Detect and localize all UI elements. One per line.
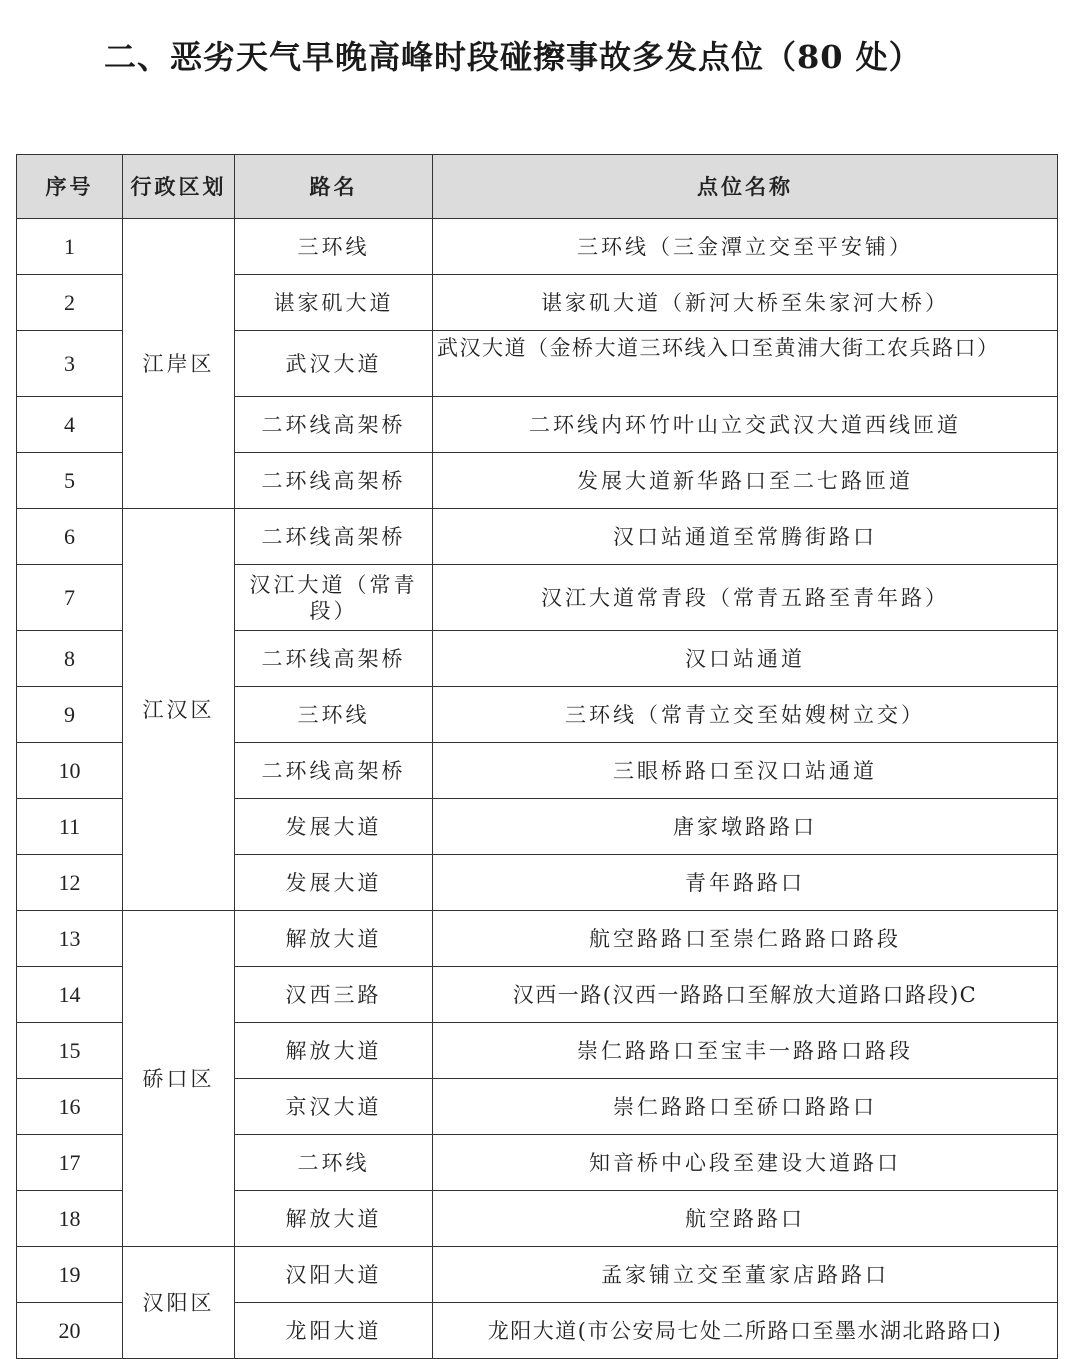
district-cell: 汉阳区 bbox=[123, 1247, 235, 1359]
seq-cell: 3 bbox=[17, 331, 123, 397]
seq-cell: 7 bbox=[17, 565, 123, 631]
road-cell: 汉西三路 bbox=[235, 967, 433, 1023]
location-cell: 汉江大道常青段（常青五路至青年路） bbox=[433, 565, 1058, 631]
location-cell: 青年路路口 bbox=[433, 855, 1058, 911]
location-cell: 三环线（常青立交至姑嫂树立交） bbox=[433, 687, 1058, 743]
seq-cell: 11 bbox=[17, 799, 123, 855]
seq-cell: 2 bbox=[17, 275, 123, 331]
accident-locations-table bbox=[16, 154, 1058, 1359]
road-cell: 京汉大道 bbox=[235, 1079, 433, 1135]
seq-cell: 10 bbox=[17, 743, 123, 799]
table-header-row bbox=[17, 155, 1058, 219]
seq-cell: 1 bbox=[17, 219, 123, 275]
header-location: 点位名称 bbox=[433, 155, 1058, 219]
location-cell: 航空路路口 bbox=[433, 1191, 1058, 1247]
location-cell: 三环线（三金潭立交至平安铺） bbox=[433, 219, 1058, 275]
road-cell: 汉江大道（常青段） bbox=[235, 565, 433, 631]
table-row bbox=[17, 911, 1058, 967]
seq-cell: 14 bbox=[17, 967, 123, 1023]
location-cell: 发展大道新华路口至二七路匝道 bbox=[433, 453, 1058, 509]
district-cell: 江汉区 bbox=[123, 509, 235, 911]
road-cell: 武汉大道 bbox=[235, 331, 433, 397]
table-row bbox=[17, 219, 1058, 275]
district-cell: 硚口区 bbox=[123, 911, 235, 1247]
location-cell: 三眼桥路口至汉口站通道 bbox=[433, 743, 1058, 799]
location-cell: 谌家矶大道（新河大桥至朱家河大桥） bbox=[433, 275, 1058, 331]
road-cell: 汉阳大道 bbox=[235, 1247, 433, 1303]
seq-cell: 19 bbox=[17, 1247, 123, 1303]
header-seq: 序号 bbox=[17, 155, 123, 219]
header-district: 行政区划 bbox=[123, 155, 235, 219]
location-cell: 孟家铺立交至董家店路路口 bbox=[433, 1247, 1058, 1303]
seq-cell: 15 bbox=[17, 1023, 123, 1079]
location-cell: 崇仁路路口至宝丰一路路口路段 bbox=[433, 1023, 1058, 1079]
seq-cell: 6 bbox=[17, 509, 123, 565]
road-cell: 三环线 bbox=[235, 219, 433, 275]
document-title: 二、恶劣天气早晚高峰时段碰擦事故多发点位（80 处） bbox=[104, 38, 922, 76]
road-cell: 二环线高架桥 bbox=[235, 743, 433, 799]
seq-cell: 18 bbox=[17, 1191, 123, 1247]
location-cell: 崇仁路路口至硚口路路口 bbox=[433, 1079, 1058, 1135]
location-cell: 汉西一路(汉西一路路口至解放大道路口路段)C bbox=[433, 967, 1058, 1023]
seq-cell: 13 bbox=[17, 911, 123, 967]
table-row bbox=[17, 1247, 1058, 1303]
road-cell: 解放大道 bbox=[235, 1023, 433, 1079]
road-cell: 解放大道 bbox=[235, 1191, 433, 1247]
seq-cell: 9 bbox=[17, 687, 123, 743]
location-cell: 二环线内环竹叶山立交武汉大道西线匝道 bbox=[433, 397, 1058, 453]
location-cell: 汉口站通道至常腾街路口 bbox=[433, 509, 1058, 565]
location-cell: 武汉大道（金桥大道三环线入口至黄浦大街工农兵路口） bbox=[433, 331, 1058, 397]
seq-cell: 16 bbox=[17, 1079, 123, 1135]
location-cell: 汉口站通道 bbox=[433, 631, 1058, 687]
district-cell: 江岸区 bbox=[123, 219, 235, 509]
seq-cell: 17 bbox=[17, 1135, 123, 1191]
seq-cell: 8 bbox=[17, 631, 123, 687]
road-cell: 二环线高架桥 bbox=[235, 397, 433, 453]
seq-cell: 5 bbox=[17, 453, 123, 509]
road-cell: 发展大道 bbox=[235, 799, 433, 855]
header-road: 路名 bbox=[235, 155, 433, 219]
road-cell: 二环线高架桥 bbox=[235, 453, 433, 509]
seq-cell: 4 bbox=[17, 397, 123, 453]
road-cell: 三环线 bbox=[235, 687, 433, 743]
road-cell: 谌家矶大道 bbox=[235, 275, 433, 331]
road-cell: 二环线 bbox=[235, 1135, 433, 1191]
location-cell: 唐家墩路路口 bbox=[433, 799, 1058, 855]
road-cell: 发展大道 bbox=[235, 855, 433, 911]
road-cell: 解放大道 bbox=[235, 911, 433, 967]
location-cell: 龙阳大道(市公安局七处二所路口至墨水湖北路路口) bbox=[433, 1303, 1058, 1359]
location-cell: 知音桥中心段至建设大道路口 bbox=[433, 1135, 1058, 1191]
seq-cell: 12 bbox=[17, 855, 123, 911]
seq-cell: 20 bbox=[17, 1303, 123, 1359]
location-cell: 航空路路口至崇仁路路口路段 bbox=[433, 911, 1058, 967]
road-cell: 二环线高架桥 bbox=[235, 509, 433, 565]
table-row bbox=[17, 509, 1058, 565]
road-cell: 龙阳大道 bbox=[235, 1303, 433, 1359]
road-cell: 二环线高架桥 bbox=[235, 631, 433, 687]
